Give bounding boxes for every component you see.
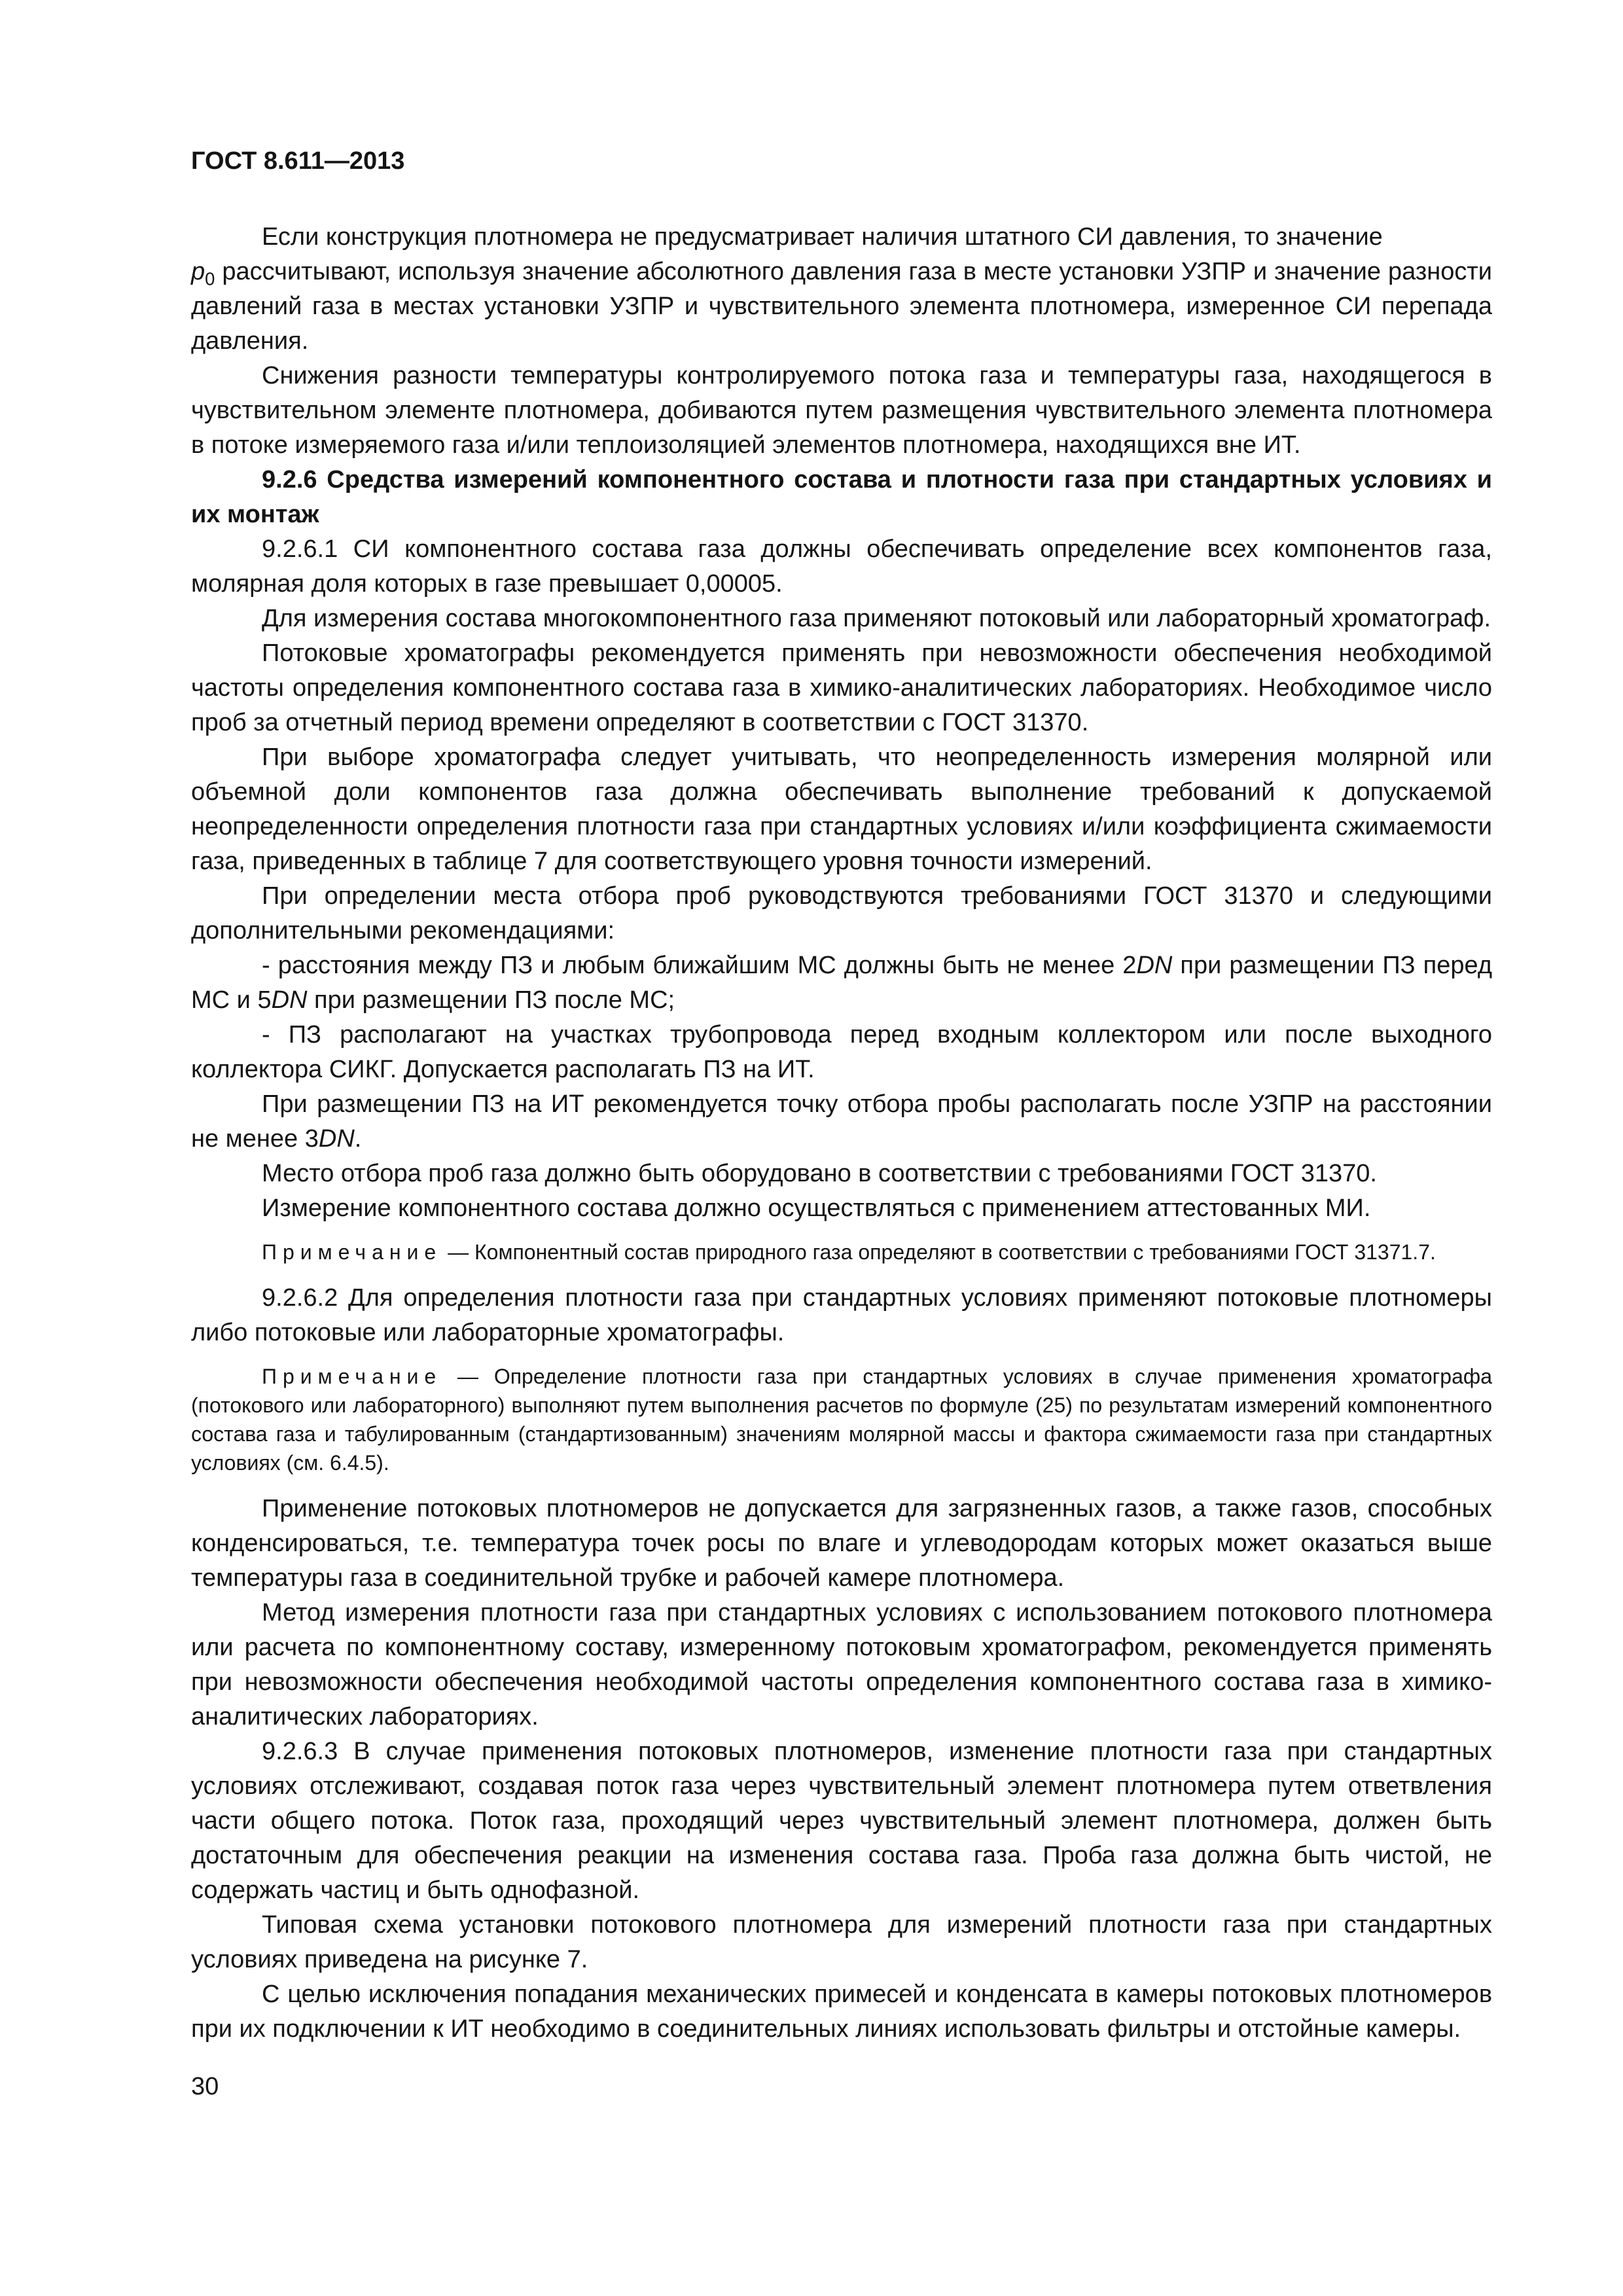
list-item: - ПЗ располагают на участках трубопровода перед входным коллектором или после выходного коллектора СИКГ. Допускается располагать ПЗ на ИТ. [191, 1021, 1492, 1083]
paragraph: Снижения разности температуры контролируемого потока газа и температуры газа, находящегося в чувствительном элементе плотномера, добиваются путем размещения чувствительного элемента плотномера в потоке измеряемого газа и/или теплоизоляцией элементов плотномера, находящихся вне ИТ. [191, 362, 1492, 459]
note-label: Примечание [262, 1365, 442, 1388]
dn-symbol: DN [318, 1125, 355, 1153]
paragraph-9-2-6-3: 9.2.6.3 В случае применения потоковых плотномеров, изменение плотности газа при стандартных условиях отслеживают, создавая поток газа через чувствительный элемент плотномера путем ответвления части общего потока. Поток газа, проходящий через чувствительный элемент плотномера, должен быть достаточным для обеспечения реакции на изменения состава газа. Проба газа должна быть чистой, не содержать частиц и быть однофазной. [191, 1738, 1492, 1904]
note [191, 1362, 1492, 1477]
paragraph: Применение потоковых плотномеров не допускается для загрязненных газов, а также газов, способных конденсироваться, т.е. температура точек росы по влаге и углеводородам которых может оказаться выше температуры газа в соединительной трубке и рабочей камере плотномера. [191, 1495, 1492, 1592]
paragraph: Типовая схема установки потокового плотномера для измерений плотности газа при стандартных условиях приведена на рисунке 7. [191, 1911, 1492, 1973]
paragraph-9-2-6-1: 9.2.6.1 СИ компонентного состава газа должны обеспечивать определение всех компонентов газа, молярная доля которых в газе превышает 0,00005. [191, 535, 1492, 598]
list-item: - расстояния между ПЗ и любым ближайшим МС должны быть не менее 2DN при размещении ПЗ перед МС и 5DN при размещении ПЗ после МС; [191, 952, 1492, 1014]
page-number: 30 [191, 2073, 219, 2100]
paragraph: Метод измерения плотности газа при стандартных условиях с использованием потокового плотномера или расчета по компонентному составу, измеренному потоковым хроматографом, рекомендуется применять при невозможности обеспечения необходимой частоты определения компонентного состава газа в химико-аналитических лабораториях. [191, 1599, 1492, 1731]
paragraph: С целью исключения попадания механических примесей и конденсата в камеры потоковых плотномеров при их подключении к ИТ необходимо в соединительных линиях использовать фильтры и отстойные камеры. [191, 1981, 1492, 2043]
document-header: ГОСТ 8.611—2013 [191, 147, 405, 175]
note-text: — Компонентный состав природного газа определяют в соответствии с требованиями ГОСТ 31371.7. [442, 1240, 1436, 1264]
paragraph: Для измерения состава многокомпонентного газа применяют потоковый или лабораторный хроматограф. [262, 605, 1491, 632]
paragraph-text: рассчитывают, используя значение абсолютного давления газа в месте установки УЗПР и значение разности давлений газа в местах установки УЗПР и чувствительного элемента плотномера, измеренное СИ перепада давления. [191, 258, 1492, 355]
dn-symbol: DN [271, 986, 308, 1014]
note [191, 1238, 1492, 1266]
note-label: Примечание [262, 1240, 442, 1264]
pressure-subscript: 0 [205, 268, 215, 289]
paragraph-text: Если конструкция плотномера не предусматривает наличия штатного СИ давления, то значение [262, 223, 1383, 251]
paragraph: Измерение компонентного состава должно осуществляться с применением аттестованных МИ. [262, 1194, 1371, 1222]
document-body [191, 220, 1492, 2047]
pressure-symbol: p [191, 258, 205, 285]
paragraph: При определении места отбора проб руководствуются требованиями ГОСТ 31370 и следующими дополнительными рекомендациями: [191, 882, 1492, 944]
paragraph [191, 220, 1492, 359]
paragraph: Потоковые хроматографы рекомендуется применять при невозможности обеспечения необходимой частоты определения компонентного состава газа в химико-аналитических лабораториях. Необходимое число проб за отчетный период времени определяют в соответствии с ГОСТ 31370. [191, 639, 1492, 736]
paragraph: Место отбора проб газа должно быть оборудовано в соответствии с требованиями ГОСТ 31370. [262, 1160, 1377, 1187]
paragraph-9-2-6-2: 9.2.6.2 Для определения плотности газа при стандартных условиях применяют потоковые плотномеры либо потоковые или лабораторные хроматографы. [191, 1284, 1492, 1346]
note-text: — Определение плотности газа при стандартных условиях в случае применения хроматографа (потокового или лабораторного) выполняют путем выполнения расчетов по формуле (25) по результатам измерений компонентного состава газа и табулированным (стандартизованным) значениям молярной массы и фактора сжимаемости газа при стандартных условиях (см. 6.4.5). [191, 1365, 1492, 1475]
section-heading-9-2-6: 9.2.6 Средства измерений компонентного состава и плотности газа при стандартных условиях и их монтаж [191, 466, 1492, 528]
dn-symbol: DN [1136, 952, 1173, 979]
paragraph: При размещении ПЗ на ИТ рекомендуется точку отбора пробы располагать после УЗПР на расстоянии не менее 3DN. [191, 1090, 1492, 1153]
paragraph: При выборе хроматографа следует учитывать, что неопределенность измерения молярной или объемной доли компонентов газа должна обеспечивать выполнение требований к допускаемой неопределенности определения плотности газа при стандартных условиях и/или коэффициента сжимаемости газа, приведенных в таблице 7 для соответствующего уровня точности измерений. [191, 744, 1492, 875]
